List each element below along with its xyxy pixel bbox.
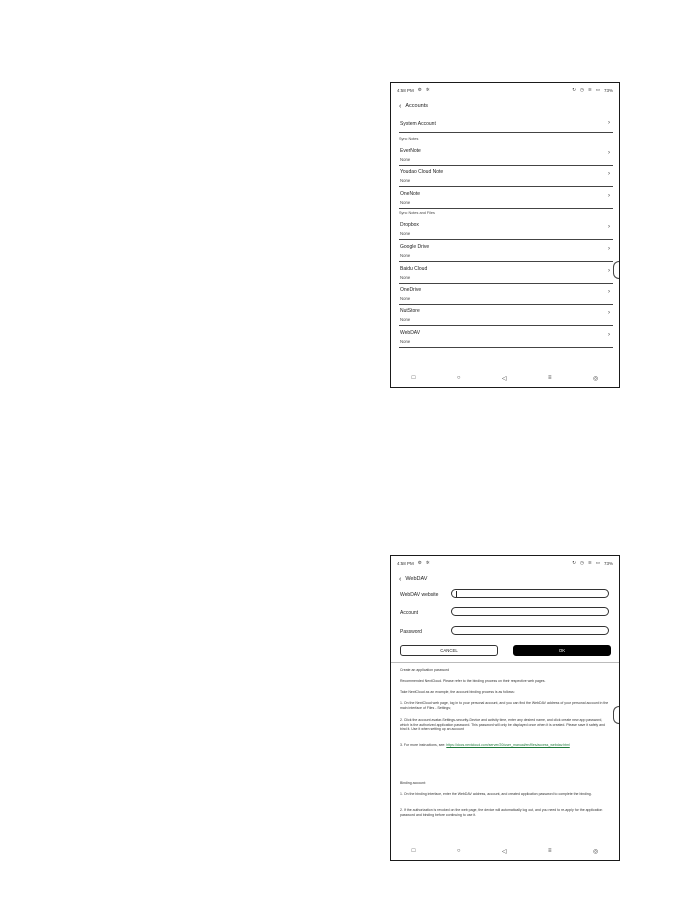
system-account-row[interactable] [399, 117, 613, 133]
chevron-right-icon: › [608, 268, 610, 274]
bottom-nav-bar [391, 846, 619, 856]
chevron-right-icon: › [608, 289, 610, 295]
nextcloud-docs-link[interactable]: https://docs.nextcloud.com/server/20/user_manual/en/files/access_webdav.html [446, 743, 570, 747]
binding-account-heading: Binding account: [400, 781, 426, 785]
row-title: System Account [400, 121, 436, 127]
section-sync-notes: Sync Notes [399, 137, 419, 141]
accounts-screen [390, 82, 620, 388]
row-title: Dropbox [400, 222, 419, 228]
account-label: Account [400, 610, 419, 616]
create-password-heading: Create an application password [400, 668, 450, 672]
info-paragraph: Take NextCloud as an example, the account binding process is as follows: [400, 690, 515, 694]
page-title: WebDAV [405, 576, 428, 582]
sync-small-icon: ✲ [425, 560, 430, 565]
chevron-right-icon: › [608, 150, 610, 156]
chevron-right-icon: › [608, 246, 610, 252]
info-paragraph: Recommended NextCloud. Please refer to the binding process on their respective web pages. [400, 679, 546, 683]
account-row-onenote-notes[interactable] [399, 187, 613, 209]
ok-button[interactable]: OK [513, 645, 611, 656]
info-paragraph: 2. If the authorization is revoked on the web page, the device will automatically log out, and you need to re-apply for the application password and binding before continuing to use it. [400, 808, 603, 817]
chevron-right-icon: › [608, 193, 610, 199]
battery-icon: ▭ [595, 560, 600, 565]
chevron-left-icon[interactable]: ‹ [399, 575, 402, 583]
account-row-baidu-cloud[interactable] [399, 262, 613, 284]
settings-small-icon: ⚙ [417, 560, 422, 565]
row-status: None [400, 157, 411, 162]
battery-level: 73% [603, 560, 613, 566]
home-circle-icon[interactable]: ○ [456, 848, 461, 854]
battery-level: 73% [603, 87, 613, 93]
row-title: Youdao Cloud Note [400, 169, 444, 175]
info-paragraph: 1. On the binding interface, enter the WebDAV address, account, and created application password to complete the binding. [400, 792, 592, 796]
account-input[interactable] [451, 607, 609, 616]
row-title: Google Drive [400, 244, 430, 250]
row-title: OneDrive [400, 287, 422, 293]
refresh-icon: ↻ [572, 560, 576, 565]
row-title: OneNote [400, 191, 421, 197]
side-drawer-handle[interactable] [613, 261, 619, 279]
chevron-right-icon: › [608, 171, 610, 177]
account-row-nutstore[interactable] [399, 305, 613, 326]
home-circle-icon[interactable]: ○ [456, 375, 461, 381]
row-title: Baidu Cloud [400, 266, 428, 272]
row-title: NutStore [400, 308, 420, 314]
clock-icon: ◷ [580, 87, 584, 92]
square-icon[interactable]: □ [411, 375, 416, 381]
side-drawer-handle[interactable] [613, 706, 619, 724]
row-status: None [400, 231, 411, 236]
settings-small-icon: ⚙ [417, 87, 422, 92]
menu-lines-icon[interactable]: ≡ [548, 375, 552, 381]
row-title: WebDAV [400, 330, 421, 336]
chevron-right-icon: › [608, 310, 610, 316]
row-status: None [400, 296, 411, 301]
chevron-left-icon[interactable]: ‹ [399, 102, 402, 110]
account-row-google-drive[interactable] [399, 240, 613, 262]
wifi-icon: ≋ [587, 87, 592, 92]
bottom-nav-bar [391, 373, 619, 383]
page-header[interactable] [399, 574, 427, 584]
status-time: 4:58 PM [397, 87, 414, 93]
row-status: None [400, 200, 411, 205]
refresh-screen-icon[interactable]: ◎ [593, 375, 599, 382]
account-row-evernote[interactable] [399, 144, 613, 166]
back-triangle-icon[interactable]: ◁ [501, 848, 507, 855]
row-status: None [400, 253, 411, 258]
info-paragraph [400, 743, 611, 748]
battery-icon: ▭ [595, 87, 600, 92]
row-status: None [400, 275, 411, 280]
row-status: None [400, 178, 411, 183]
page-header[interactable] [399, 101, 428, 111]
refresh-screen-icon[interactable]: ◎ [593, 848, 599, 855]
page-title: Accounts [405, 103, 428, 109]
account-row-youdao[interactable] [399, 166, 613, 187]
status-time: 4:58 PM [397, 560, 414, 566]
back-triangle-icon[interactable]: ◁ [501, 375, 507, 382]
text-cursor [456, 591, 457, 597]
chevron-right-icon: › [608, 332, 610, 338]
square-icon[interactable]: □ [411, 848, 416, 854]
webdav-screen [390, 555, 620, 861]
section-sync-notes-files: Sync Notes and Files [399, 211, 435, 215]
sync-small-icon: ✲ [425, 87, 430, 92]
webdav-website-label: WebDAV website [400, 592, 439, 598]
webdav-website-input[interactable] [451, 589, 609, 598]
divider [391, 662, 619, 663]
account-row-onedrive[interactable] [399, 284, 613, 305]
clock-icon: ◷ [580, 560, 584, 565]
status-bar [397, 559, 613, 567]
wifi-icon: ≋ [587, 560, 592, 565]
account-row-webdav[interactable] [399, 326, 613, 348]
password-label: Password [400, 629, 422, 635]
info-paragraph: 1. On the NextCloud web page, log in to your personal account, and you can find the WebDAV address of your personal account in the main interface of Files - Settings; [400, 701, 609, 710]
info-paragraph: 2. Click the account avatar-Settings-security-Device and activity time, enter any desired name, and click create new app password, which is the authorized application password. This password will only be displayed once when it is created. Please save it safely and bind it. Use it when setting up an account [400, 718, 605, 732]
password-input[interactable] [451, 626, 609, 635]
refresh-icon: ↻ [572, 87, 576, 92]
menu-lines-icon[interactable]: ≡ [548, 848, 552, 854]
account-row-dropbox[interactable] [399, 219, 613, 240]
chevron-right-icon: › [608, 224, 610, 230]
row-status: None [400, 317, 411, 322]
info-text: 3. For more instructions, see: [400, 743, 447, 747]
row-title: EverNote [400, 148, 421, 154]
chevron-right-icon: › [608, 120, 610, 126]
status-bar [397, 86, 613, 94]
cancel-button[interactable]: CANCEL [400, 645, 498, 656]
row-status: None [400, 339, 411, 344]
